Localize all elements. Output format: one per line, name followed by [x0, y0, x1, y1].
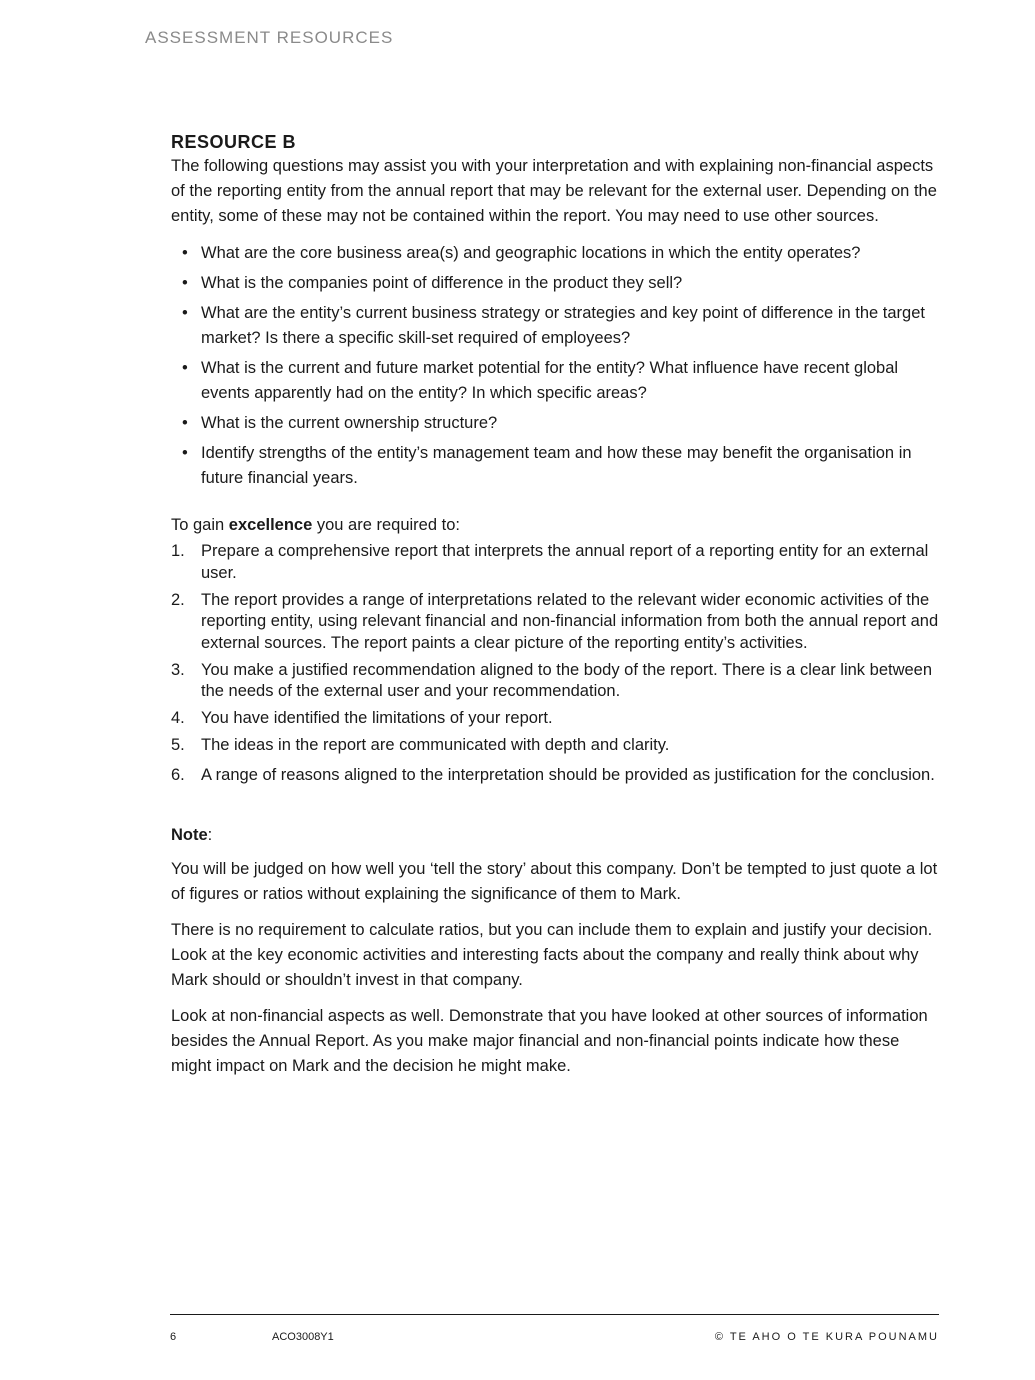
item-number: 5.: [171, 736, 185, 754]
excellence-lead-after: you are required to:: [312, 516, 460, 534]
item-text: You have identified the limitations of your report.: [201, 709, 553, 727]
item-text: The ideas in the report are communicated with depth and clarity.: [201, 736, 670, 754]
item-number: 6.: [171, 766, 185, 784]
bullet-icon: •: [182, 304, 188, 322]
section-title: RESOURCE B: [171, 132, 297, 152]
page-content: [171, 130, 941, 1090]
list-item: [171, 411, 941, 436]
guiding-questions-list: [171, 241, 941, 491]
question-text: What is the current ownership structure?: [201, 414, 498, 432]
bullet-icon: •: [182, 274, 188, 292]
excellence-keyword: excellence: [228, 516, 313, 534]
note-colon: :: [207, 826, 213, 844]
item-number: 1.: [171, 542, 185, 560]
question-text: What are the core business area(s) and geographic locations in which the entity operates?: [201, 244, 861, 262]
note-heading: [171, 823, 941, 848]
bullet-icon: •: [182, 359, 188, 377]
excellence-lead: [171, 513, 941, 538]
item-number: 3.: [171, 660, 185, 679]
running-header: ASSESSMENT RESOURCES: [145, 28, 394, 47]
note-paragraph: You will be judged on how well you ‘tell the story’ about this company. Don’t be tempted to just quote a lot of figures or ratios without explaining the significance of them to Mark.: [171, 860, 938, 903]
list-item: [171, 762, 941, 789]
bullet-icon: •: [182, 414, 188, 432]
excellence-lead-before: To gain: [171, 516, 229, 534]
list-item: [171, 708, 941, 730]
excellence-requirements-list: [171, 541, 941, 789]
page-number: 6: [170, 1331, 177, 1343]
document-code: ACO3008Y1: [272, 1331, 334, 1343]
list-item: [171, 735, 941, 757]
item-text: A range of reasons aligned to the interpretation should be provided as justification for the conclusion.: [201, 766, 935, 784]
note-paragraph: There is no requirement to calculate ratios, but you can include them to explain and justify your decision. Look at the key economic activities and interesting facts about the company and really think about why Mark should or shouldn’t invest in that company.: [171, 921, 933, 989]
list-item: [171, 301, 941, 351]
copyright-notice: © TE AHO O TE KURA POUNAMU: [714, 1331, 939, 1343]
note-paragraph: Look at non-financial aspects as well. Demonstrate that you have looked at other sources of information besides the Annual Report. As you make major financial and non-financial points indicate how these might impact on Mark and the decision he might make.: [171, 1007, 928, 1075]
item-text: You make a justified recommendation aligned to the body of the report. There is a clear link between the needs of the external user and your recommendation.: [201, 660, 933, 700]
item-number: 2.: [171, 590, 185, 609]
intro-paragraph: The following questions may assist you with your interpretation and with explaining non-financial aspects of the reporting entity from the annual report that may be relevant for the external user. Depending on the entity, some of these may not be contained within the report. You may need to use other sources.: [171, 157, 937, 225]
item-text: The report provides a range of interpretations related to the relevant wider economic activities of the reporting entity, using relevant financial and non-financial information from both the annual report and external sources. The report paints a clear picture of the reporting entity’s activities.: [201, 590, 939, 652]
list-item: [171, 271, 941, 296]
list-item: [171, 590, 941, 655]
item-text: Prepare a comprehensive report that interprets the annual report of a reporting entity for an external user.: [201, 542, 929, 582]
list-item: [171, 356, 941, 406]
note-label: Note: [171, 826, 208, 844]
bullet-icon: •: [182, 444, 188, 462]
footer-divider: [170, 1314, 939, 1315]
question-text: What are the entity’s current business strategy or strategies and key point of difference in the target market? Is there a specific skill-set required of employees?: [201, 304, 925, 347]
question-text: Identify strengths of the entity’s management team and how these may benefit the organisation in future financial years.: [201, 444, 912, 487]
list-item: [171, 660, 941, 703]
list-item: [171, 541, 941, 584]
bullet-icon: •: [182, 244, 188, 262]
list-item: [171, 241, 941, 266]
list-item: [171, 441, 941, 491]
question-text: What is the companies point of difference in the product they sell?: [201, 274, 683, 292]
item-number: 4.: [171, 709, 185, 727]
question-text: What is the current and future market potential for the entity? What influence have recent global events apparently had on the entity? In which specific areas?: [201, 359, 899, 402]
